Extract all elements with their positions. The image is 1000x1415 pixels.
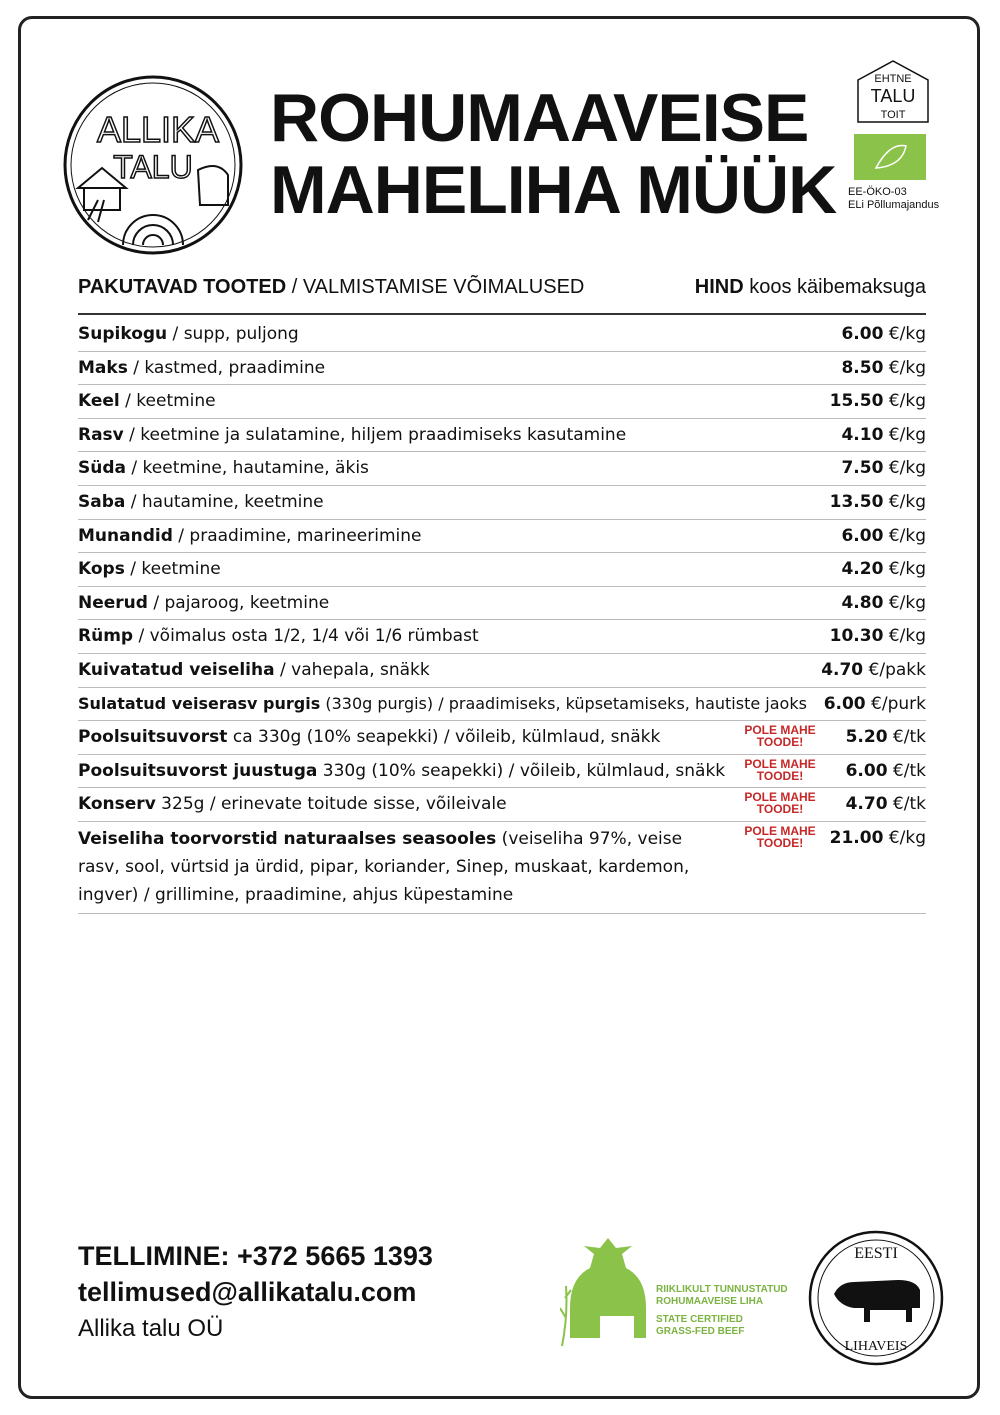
toit-text: TOIT	[880, 109, 906, 121]
product-use: / võileib, külmlaud, snäkk	[438, 727, 661, 748]
product-name: Poolsuitsuvorst juustuga	[78, 760, 318, 781]
product-use: / keetmine	[119, 391, 216, 412]
price-unit: €/pakk	[863, 659, 926, 680]
price-unit: €/kg	[883, 559, 926, 580]
product-use: / grillimine, praadimine, ahjus küpestamine	[138, 884, 514, 905]
eesti-lihaveis-seal	[806, 1228, 946, 1368]
product-name: Keel	[78, 391, 120, 412]
product-price: 15.50	[829, 391, 884, 412]
table-header	[78, 276, 926, 306]
not-organic-badge	[742, 724, 818, 748]
product-price: 6.00	[841, 525, 884, 546]
price-unit: €/tk	[887, 760, 926, 781]
price-unit: €/kg	[883, 324, 926, 344]
product-name: Saba	[78, 491, 126, 512]
eu-organic-leaf-icon	[854, 134, 926, 180]
table-row	[78, 688, 926, 722]
product-price: 4.70	[845, 794, 888, 815]
green-cow-icon	[560, 1228, 650, 1348]
product-use: / erinevate toitude sisse, võileivale	[204, 794, 507, 815]
table-row	[78, 654, 926, 688]
not-organic-badge	[742, 825, 818, 849]
badge-line-2: TOODE!	[756, 735, 804, 750]
price-unit: €/kg	[883, 525, 926, 546]
not-organic-badge	[742, 791, 818, 815]
header-products-bold: PAKUTAVAD TOOTED	[78, 276, 287, 298]
title-line-1: ROHUMAAVEISE	[270, 80, 809, 156]
table-row	[78, 822, 926, 914]
product-use: / keetmine ja sulatamine, hiljem praadimiseks kasutamine	[123, 424, 627, 445]
product-name: Konserv	[78, 794, 156, 815]
price-unit: €/purk	[865, 693, 926, 714]
table-row	[78, 352, 926, 386]
product-price: 7.50	[841, 458, 884, 479]
product-use: / hautamine, keetmine	[125, 491, 324, 512]
table-row	[78, 385, 926, 419]
table-row	[78, 486, 926, 520]
price-unit: €/kg	[883, 357, 926, 378]
talu-text: TALU	[870, 86, 916, 106]
table-row	[78, 419, 926, 453]
product-extra: 325g	[155, 794, 205, 815]
header-price-bold: HIND	[694, 276, 744, 298]
product-use: / pajaroog, keetmine	[147, 592, 330, 613]
product-use: / keetmine	[124, 559, 221, 580]
title-line-2: MAHELIHA MÜÜK	[270, 152, 837, 228]
grass-fed-certification	[560, 1228, 790, 1348]
product-use: / võimalus osta 1/2, 1/4 või 1/6 rümbast	[133, 626, 479, 647]
seal-bottom-text: LIHAVEIS	[844, 1339, 908, 1354]
grass-line-2: ROHUMAAVEISE LIHA	[656, 1296, 764, 1307]
allika-talu-logo	[58, 70, 248, 260]
product-use: / kastmed, praadimine	[127, 357, 326, 378]
ehtne-talu-toit-logo	[854, 58, 932, 124]
product-price: 21.00	[829, 827, 884, 848]
product-name: Rasv	[78, 424, 124, 445]
badge-line-2: TOODE!	[756, 835, 804, 850]
table-row	[78, 520, 926, 554]
product-name: Rümp	[78, 626, 134, 647]
product-price: 13.50	[829, 491, 884, 512]
grass-line-1: RIIKLIKULT TUNNUSTATUD	[656, 1284, 788, 1295]
badge-line-2: TOODE!	[756, 768, 804, 783]
product-use: / praadimine, marineerimine	[172, 525, 422, 546]
product-name: Supikogu	[78, 324, 168, 344]
product-name: Munandid	[78, 525, 173, 546]
product-extra: (330g purgis)	[320, 693, 434, 713]
product-extra: (veiseliha 97%, veise rasv, sool, vürtsid ja ürdid, pipar, koriander, Sinep, muskaat, kardemon, ingver)	[78, 828, 690, 905]
not-organic-badge	[742, 758, 818, 782]
ehtne-text: EHTNE	[874, 73, 912, 85]
eco-certification-text	[848, 186, 968, 212]
certification-block	[848, 58, 968, 212]
logo-text-allika: ALLIKA	[96, 109, 220, 150]
page-title	[270, 82, 836, 226]
product-name: Maks	[78, 357, 128, 378]
table-row	[78, 318, 926, 352]
product-price: 6.00	[823, 693, 866, 714]
header-price-rest: koos käibemaksuga	[743, 276, 926, 298]
order-email[interactable]: tellimused@allikatalu.com	[78, 1277, 417, 1307]
table-row	[78, 553, 926, 587]
price-unit: €/tk	[887, 727, 926, 748]
table-row	[78, 788, 926, 822]
price-unit: €/kg	[883, 424, 926, 445]
product-price: 8.50	[841, 357, 884, 378]
product-price: 4.10	[841, 424, 884, 445]
product-price: 6.00	[845, 760, 888, 781]
badge-line-1: POLE MAHE	[744, 823, 816, 838]
product-price: 10.30	[829, 626, 884, 647]
bull-icon	[834, 1280, 920, 1322]
product-name: Neerud	[78, 592, 148, 613]
company-name: Allika talu OÜ	[78, 1315, 224, 1342]
badge-line-1: POLE MAHE	[744, 790, 816, 805]
product-price: 5.20	[845, 727, 888, 748]
table-row	[78, 587, 926, 621]
product-extra: 330g (10% seapekki)	[317, 760, 504, 781]
header-products	[78, 276, 584, 299]
price-unit: €/tk	[887, 794, 926, 815]
order-contact	[78, 1238, 433, 1348]
product-price: 4.80	[841, 592, 884, 613]
grass-line-4: GRASS-FED BEEF	[656, 1326, 745, 1337]
price-unit: €/kg	[883, 491, 926, 512]
product-list	[78, 318, 926, 914]
seal-top-text: EESTI	[854, 1245, 898, 1262]
product-name: Sulatatud veiserasv purgis	[78, 693, 321, 713]
product-name: Kuivatatud veiseliha	[78, 659, 275, 680]
badge-line-2: TOODE!	[756, 802, 804, 817]
table-row	[78, 721, 926, 755]
header-products-rest: / VALMISTAMISE VÕIMALUSED	[286, 276, 585, 298]
product-use: / praadimiseks, küpsetamiseks, hautiste jaoks	[433, 693, 807, 713]
table-row	[78, 452, 926, 486]
price-unit: €/kg	[883, 391, 926, 412]
product-name: Kops	[78, 559, 125, 580]
product-use: / vahepala, snäkk	[274, 659, 430, 680]
price-unit: €/kg	[883, 827, 926, 848]
header-divider	[78, 313, 926, 315]
eco-org: ELi Põllumajandus	[848, 199, 940, 211]
table-row	[78, 620, 926, 654]
product-price: 4.20	[841, 559, 884, 580]
header-price	[695, 276, 926, 299]
grass-line-3: STATE CERTIFIED	[656, 1314, 743, 1325]
product-use: / võileib, külmlaud, snäkk	[503, 760, 726, 781]
order-phone[interactable]: TELLIMINE: +372 5665 1393	[78, 1241, 433, 1271]
table-row	[78, 755, 926, 789]
logo-text-talu: TALU	[113, 149, 193, 185]
price-unit: €/kg	[883, 626, 926, 647]
price-unit: €/kg	[883, 592, 926, 613]
product-use: / supp, puljong	[167, 324, 299, 344]
product-name: Veiseliha toorvorstid naturaalses seasooles	[78, 828, 497, 849]
product-name: Süda	[78, 458, 126, 479]
product-name: Poolsuitsuvorst	[78, 727, 228, 748]
badge-line-1: POLE MAHE	[744, 756, 816, 771]
grass-fed-text	[656, 1284, 796, 1338]
product-use: / keetmine, hautamine, äkis	[126, 458, 369, 479]
eco-code: EE-ÖKO-03	[848, 186, 907, 198]
price-unit: €/kg	[883, 458, 926, 479]
product-price: 4.70	[821, 659, 864, 680]
badge-line-1: POLE MAHE	[744, 723, 816, 738]
product-extra: ca 330g (10% seapekki)	[227, 727, 439, 748]
product-price: 6.00	[841, 324, 884, 344]
